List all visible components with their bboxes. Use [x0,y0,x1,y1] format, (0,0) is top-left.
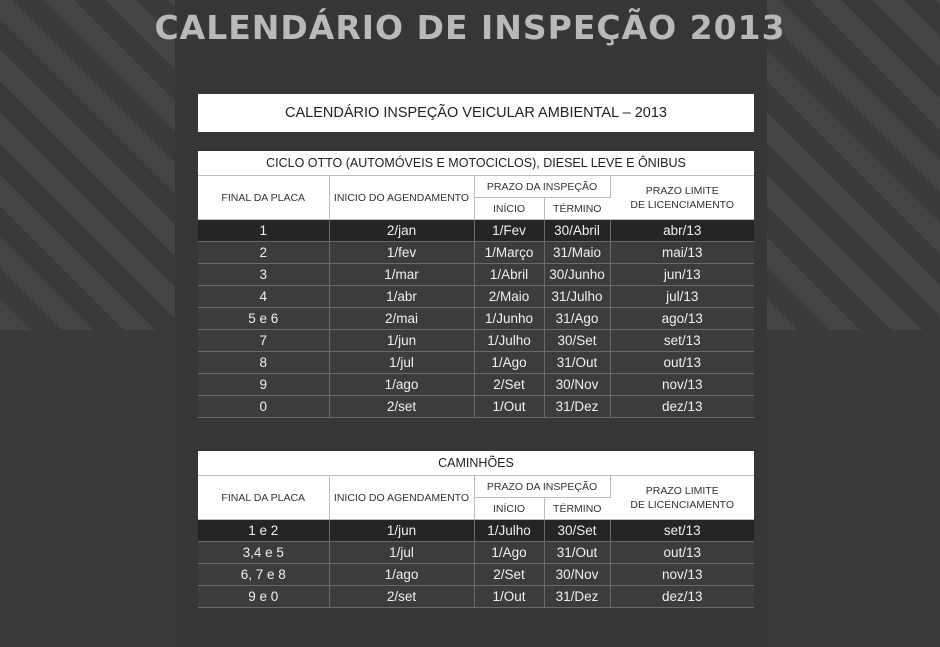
table-caminhoes [198,451,754,608]
cell-prazo-limite: abr/13 [610,220,754,242]
cell-inicio-inspecao: 2/Set [474,374,544,396]
cell-final-placa: 8 [198,352,329,374]
cell-inicio-agendamento: 1/ago [329,564,474,586]
cell-inicio-agendamento: 1/fev [329,242,474,264]
header-inicio-agendamento: INICIO DO AGENDAMENTO [329,176,474,220]
cell-inicio-agendamento: 1/ago [329,374,474,396]
cell-inicio-agendamento: 2/set [329,396,474,418]
cell-inicio-inspecao: 2/Set [474,564,544,586]
cell-prazo-limite: nov/13 [610,564,754,586]
cell-termino-inspecao: 31/Julho [544,286,610,308]
cell-inicio-inspecao: 1/Out [474,586,544,608]
table-row [198,396,754,418]
cell-termino-inspecao: 31/Dez [544,586,610,608]
cell-prazo-limite: dez/13 [610,396,754,418]
cell-final-placa: 2 [198,242,329,264]
cell-final-placa: 1 e 2 [198,520,329,542]
cell-final-placa: 3 [198,264,329,286]
table-row [198,542,754,564]
header-termino: TÉRMINO [544,498,610,520]
header-prazo-limite: PRAZO LIMITE DE LICENCIAMENTO [610,476,754,520]
header-inicio: INÍCIO [474,198,544,220]
cell-final-placa: 3,4 e 5 [198,542,329,564]
cell-termino-inspecao: 31/Ago [544,308,610,330]
background-stripes-right [767,0,940,330]
header-inicio-agendamento: INICIO DO AGENDAMENTO [329,476,474,520]
header-prazo-inspecao: PRAZO DA INSPEÇÃO [474,476,610,498]
cell-inicio-agendamento: 2/set [329,586,474,608]
background-stripes-left [0,0,175,330]
document-title: CALENDÁRIO INSPEÇÃO VEICULAR AMBIENTAL – 2013 [198,94,754,132]
table-row [198,374,754,396]
table-row [198,308,754,330]
cell-inicio-inspecao: 1/Julho [474,330,544,352]
cell-inicio-inspecao: 1/Ago [474,542,544,564]
cell-inicio-agendamento: 1/abr [329,286,474,308]
cell-prazo-limite: set/13 [610,520,754,542]
cell-final-placa: 1 [198,220,329,242]
cell-termino-inspecao: 30/Nov [544,564,610,586]
table-row [198,520,754,542]
cell-prazo-limite: nov/13 [610,374,754,396]
cell-termino-inspecao: 31/Maio [544,242,610,264]
table-row [198,352,754,374]
cell-prazo-limite: out/13 [610,542,754,564]
cell-final-placa: 4 [198,286,329,308]
cell-inicio-inspecao: 1/Abril [474,264,544,286]
cell-final-placa: 0 [198,396,329,418]
cell-prazo-limite: out/13 [610,352,754,374]
cell-final-placa: 9 [198,374,329,396]
cell-inicio-inspecao: 1/Junho [474,308,544,330]
cell-final-placa: 9 e 0 [198,586,329,608]
cell-inicio-inspecao: 1/Julho [474,520,544,542]
header-termino: TÉRMINO [544,198,610,220]
section-title: CAMINHÕES [198,451,754,476]
table-row [198,264,754,286]
table-row [198,242,754,264]
cell-inicio-agendamento: 1/jul [329,352,474,374]
cell-inicio-agendamento: 2/mai [329,308,474,330]
cell-final-placa: 7 [198,330,329,352]
cell-termino-inspecao: 31/Dez [544,396,610,418]
cell-inicio-agendamento: 1/jul [329,542,474,564]
cell-inicio-inspecao: 1/Ago [474,352,544,374]
header-inicio: INÍCIO [474,498,544,520]
cell-prazo-limite: jun/13 [610,264,754,286]
cell-inicio-agendamento: 1/mar [329,264,474,286]
cell-inicio-inspecao: 1/Fev [474,220,544,242]
cell-prazo-limite: jul/13 [610,286,754,308]
cell-inicio-agendamento: 1/jun [329,520,474,542]
header-prazo-inspecao: PRAZO DA INSPEÇÃO [474,176,610,198]
section-title: CICLO OTTO (AUTOMÓVEIS E MOTOCICLOS), DIESEL LEVE E ÔNIBUS [198,151,754,176]
cell-prazo-limite: dez/13 [610,586,754,608]
cell-termino-inspecao: 31/Out [544,542,610,564]
table-row [198,330,754,352]
cell-inicio-inspecao: 2/Maio [474,286,544,308]
cell-inicio-inspecao: 1/Março [474,242,544,264]
cell-inicio-agendamento: 1/jun [329,330,474,352]
table-ciclo-otto [198,151,754,418]
cell-prazo-limite: set/13 [610,330,754,352]
cell-inicio-inspecao: 1/Out [474,396,544,418]
cell-termino-inspecao: 30/Nov [544,374,610,396]
page-title: CALENDÁRIO DE INSPEÇÃO 2013 [154,8,786,47]
table-row [198,286,754,308]
cell-termino-inspecao: 30/Set [544,520,610,542]
cell-termino-inspecao: 30/Junho [544,264,610,286]
cell-final-placa: 6, 7 e 8 [198,564,329,586]
cell-prazo-limite: mai/13 [610,242,754,264]
header-prazo-limite: PRAZO LIMITE DE LICENCIAMENTO [610,176,754,220]
table-row [198,564,754,586]
header-final-placa: FINAL DA PLACA [198,476,329,520]
cell-termino-inspecao: 30/Set [544,330,610,352]
cell-final-placa: 5 e 6 [198,308,329,330]
cell-inicio-agendamento: 2/jan [329,220,474,242]
cell-termino-inspecao: 31/Out [544,352,610,374]
table-row [198,220,754,242]
table-row [198,586,754,608]
header-final-placa: FINAL DA PLACA [198,176,329,220]
cell-prazo-limite: ago/13 [610,308,754,330]
cell-termino-inspecao: 30/Abril [544,220,610,242]
